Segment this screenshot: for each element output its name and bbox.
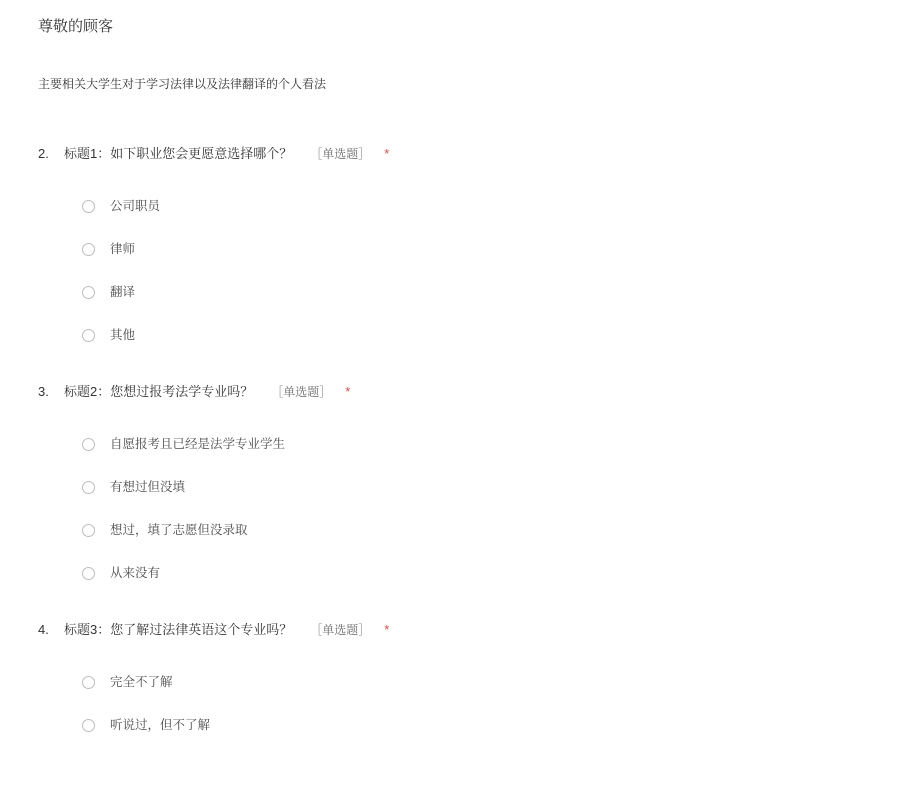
radio-icon[interactable] xyxy=(82,567,95,580)
option-row[interactable] xyxy=(82,518,862,542)
option-row[interactable] xyxy=(82,475,862,499)
question-list xyxy=(0,144,900,737)
option-label: 律师 xyxy=(110,242,136,256)
option-label: 翻译 xyxy=(110,285,136,299)
required-marker: * xyxy=(345,384,351,399)
question-title: 标题2：您想过报考法学专业吗？ xyxy=(64,384,254,399)
question-title: 标题3：您了解过法律英语这个专业吗？ xyxy=(64,622,293,637)
option-row[interactable] xyxy=(82,323,862,347)
question-number: 4. xyxy=(38,622,49,637)
radio-icon[interactable] xyxy=(82,286,95,299)
radio-icon[interactable] xyxy=(82,438,95,451)
survey-description: 主要相关大学生对于学习法律以及法律翻译的个人看法 xyxy=(38,77,327,91)
option-list xyxy=(38,194,862,347)
page-title: 尊敬的顾客 xyxy=(38,18,114,35)
question-item xyxy=(38,620,862,737)
question-header xyxy=(38,620,862,640)
option-label: 从来没有 xyxy=(110,566,161,580)
option-label: 公司职员 xyxy=(110,199,161,213)
option-row[interactable] xyxy=(82,432,862,456)
option-row[interactable] xyxy=(82,280,862,304)
question-item xyxy=(38,382,862,585)
option-row[interactable] xyxy=(82,561,862,585)
spacer xyxy=(38,366,862,382)
question-header xyxy=(38,144,862,164)
option-label: 听说过，但不了解 xyxy=(110,718,211,732)
spacer xyxy=(38,604,862,620)
question-title: 标题1：如下职业您会更愿意选择哪个？ xyxy=(64,146,293,161)
question-number: 3. xyxy=(38,384,49,399)
option-label: 完全不了解 xyxy=(110,675,173,689)
radio-icon[interactable] xyxy=(82,329,95,342)
radio-icon[interactable] xyxy=(82,676,95,689)
option-label: 想过，填了志愿但没录取 xyxy=(110,523,248,537)
required-marker: * xyxy=(384,622,390,637)
question-item xyxy=(38,144,862,347)
question-header xyxy=(38,382,862,402)
survey-header xyxy=(0,0,900,94)
option-row[interactable] xyxy=(82,713,862,737)
question-type-label: ［单选题］ xyxy=(271,385,332,399)
question-type-label: ［单选题］ xyxy=(310,623,371,637)
option-row[interactable] xyxy=(82,237,862,261)
radio-icon[interactable] xyxy=(82,243,95,256)
option-label: 自愿报考且已经是法学专业学生 xyxy=(110,437,286,451)
radio-icon[interactable] xyxy=(82,524,95,537)
option-list xyxy=(38,432,862,585)
option-row[interactable] xyxy=(82,670,862,694)
question-number: 2. xyxy=(38,146,49,161)
radio-icon[interactable] xyxy=(82,481,95,494)
option-label: 有想过但没填 xyxy=(110,480,186,494)
option-row[interactable] xyxy=(82,194,862,218)
radio-icon[interactable] xyxy=(82,200,95,213)
required-marker: * xyxy=(384,146,390,161)
option-list xyxy=(38,670,862,737)
question-type-label: ［单选题］ xyxy=(310,147,371,161)
radio-icon[interactable] xyxy=(82,719,95,732)
option-label: 其他 xyxy=(110,328,136,342)
